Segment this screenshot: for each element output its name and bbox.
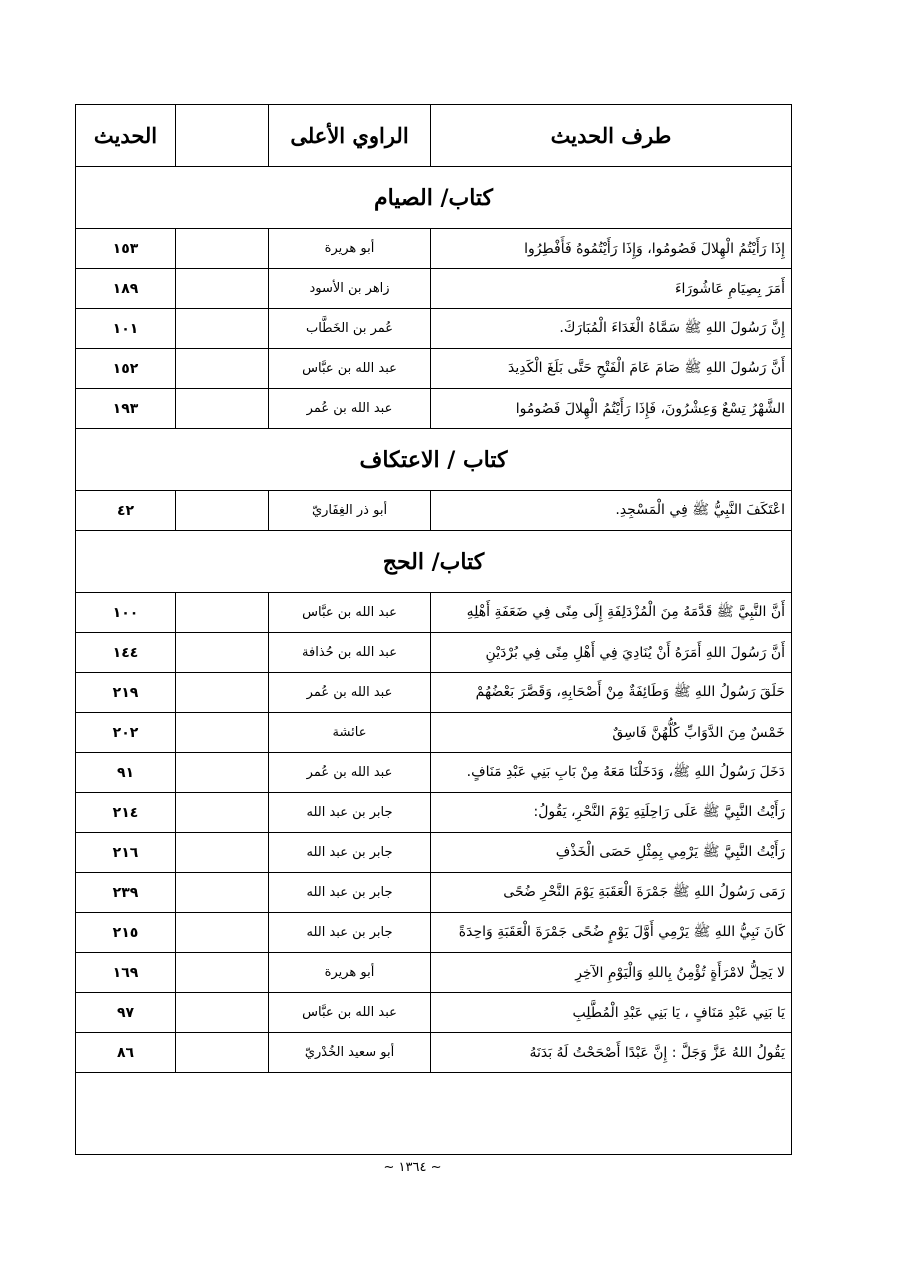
blank-cell <box>176 673 269 713</box>
narrator-cell: عبد الله بن عُمر <box>269 753 431 793</box>
table-row <box>76 269 792 309</box>
hadith-number-cell: ٢١٥ <box>76 913 176 953</box>
section-header-row <box>76 167 792 229</box>
blank-cell <box>176 713 269 753</box>
blank-cell <box>176 1033 269 1073</box>
blank-cell <box>176 389 269 429</box>
hadith-text-cell: أَنَّ النَّبِيَّ ﷺ قَدَّمَهُ مِنَ الْمُزْدَلِفَةِ إِلَى مِنًى فِي ضَعَفَةِ أَهْلِهِ <box>431 593 792 633</box>
narrator-cell: عبد الله بن عبَّاس <box>269 349 431 389</box>
hadith-number-cell: ٤٢ <box>76 491 176 531</box>
section-title: كتاب/ الصيام <box>76 167 792 229</box>
header-hadith-text: طرف الحديث <box>431 105 792 167</box>
hadith-index-table <box>75 104 792 1155</box>
table-row <box>76 673 792 713</box>
table-row <box>76 753 792 793</box>
table-row <box>76 713 792 753</box>
hadith-text-cell: أَنَّ رَسُولَ اللهِ أَمَرَهُ أَنْ يُنَادِيَ فِي أَهْلِ مِنًى فِي بُرْدَيْنِ <box>431 633 792 673</box>
hadith-text-cell: حَلَقَ رَسُولُ اللهِ ﷺ وَطَائِفَةٌ مِنْ أَصْحَابِهِ، وَقَصَّرَ بَعْضُهُمْ <box>431 673 792 713</box>
table-row <box>76 309 792 349</box>
section-title: كتاب/ الحج <box>76 531 792 593</box>
hadith-number-cell: ٩٧ <box>76 993 176 1033</box>
hadith-number-cell: ١٦٩ <box>76 953 176 993</box>
narrator-cell: عبد الله بن عُمر <box>269 389 431 429</box>
narrator-cell: جابر بن عبد الله <box>269 833 431 873</box>
hadith-number-cell: ٢١٦ <box>76 833 176 873</box>
hadith-text-cell: خَمْسٌ مِنَ الدَّوَابِّ كُلُّهُنَّ فَاسِقٌ <box>431 713 792 753</box>
hadith-text-cell: يَا بَنِي عَبْدِ مَنَافٍ ، يَا بَنِي عَبْدِ الْمُطَّلِبِ <box>431 993 792 1033</box>
narrator-cell: جابر بن عبد الله <box>269 873 431 913</box>
hadith-text-cell: إِنَّ رَسُولَ اللهِ ﷺ سَمَّاهُ الْغَدَاءَ الْمُبَارَكَ. <box>431 309 792 349</box>
table-row <box>76 633 792 673</box>
blank-cell <box>176 993 269 1033</box>
empty-row <box>76 1073 792 1155</box>
table-row <box>76 953 792 993</box>
table-body <box>76 167 792 1155</box>
page-number: ~ ١٣٦٤ ~ <box>383 1160 442 1175</box>
blank-cell <box>176 833 269 873</box>
blank-cell <box>176 229 269 269</box>
table-row <box>76 491 792 531</box>
hadith-number-cell: ١٠٠ <box>76 593 176 633</box>
hadith-number-cell: ٨٦ <box>76 1033 176 1073</box>
narrator-cell: عبد الله بن عبَّاس <box>269 593 431 633</box>
hadith-text-cell: أَنَّ رَسُولَ اللهِ ﷺ صَامَ عَامَ الْفَتْحِ حَتَّى بَلَغَ الْكَدِيدَ <box>431 349 792 389</box>
table-row <box>76 993 792 1033</box>
blank-cell <box>176 913 269 953</box>
blank-cell <box>176 309 269 349</box>
hadith-number-cell: ٢٣٩ <box>76 873 176 913</box>
narrator-cell: أبو سعيد الخُدْريّ <box>269 1033 431 1073</box>
narrator-cell: عائشة <box>269 713 431 753</box>
blank-cell <box>176 633 269 673</box>
narrator-cell: جابر بن عبد الله <box>269 793 431 833</box>
hadith-number-cell: ١٠١ <box>76 309 176 349</box>
table-row <box>76 593 792 633</box>
table-row <box>76 833 792 873</box>
table-header-row <box>76 105 792 167</box>
hadith-text-cell: رَأَيْتُ النَّبِيَّ ﷺ عَلَى رَاحِلَتِهِ يَوْمَ النَّحْرِ، يَقُولُ: <box>431 793 792 833</box>
hadith-number-cell: ١٤٤ <box>76 633 176 673</box>
narrator-cell: أبو ذر الغِفَاريّ <box>269 491 431 531</box>
empty-cell <box>76 1073 792 1155</box>
table-row <box>76 793 792 833</box>
hadith-text-cell: لا يَحِلُّ لامْرَأَةٍ تُؤْمِنُ بِاللهِ وَالْيَوْمِ الآخِرِ <box>431 953 792 993</box>
blank-cell <box>176 593 269 633</box>
hadith-text-cell: اعْتَكَفَ النَّبِيُّ ﷺ فِي الْمَسْجِدِ. <box>431 491 792 531</box>
narrator-cell: زاهر بن الأسود <box>269 269 431 309</box>
blank-cell <box>176 873 269 913</box>
hadith-text-cell: رَأَيْتُ النَّبِيَّ ﷺ يَرْمِي بِمِثْلِ حَصَى الْخَذْفِ <box>431 833 792 873</box>
narrator-cell: أبو هريرة <box>269 229 431 269</box>
hadith-number-cell: ٩١ <box>76 753 176 793</box>
hadith-number-cell: ١٨٩ <box>76 269 176 309</box>
table-row <box>76 349 792 389</box>
narrator-cell: عُمر بن الخَطَّاب <box>269 309 431 349</box>
hadith-number-cell: ٢١٩ <box>76 673 176 713</box>
hadith-number-cell: ١٥٢ <box>76 349 176 389</box>
blank-cell <box>176 753 269 793</box>
table-row <box>76 913 792 953</box>
hadith-number-cell: ١٥٣ <box>76 229 176 269</box>
hadith-text-cell: أَمَرَ بِصِيَامِ عَاشُورَاءَ <box>431 269 792 309</box>
narrator-cell: أبو هريرة <box>269 953 431 993</box>
hadith-text-cell: إِذَا رَأَيْتُمُ الْهِلالَ فَصُومُوا، وَإِذَا رَأَيْتُمُوهُ فَأَفْطِرُوا <box>431 229 792 269</box>
blank-cell <box>176 349 269 389</box>
narrator-cell: عبد الله بن عبَّاس <box>269 993 431 1033</box>
hadith-text-cell: الشَّهْرُ تِسْعٌ وَعِشْرُونَ، فَإِذَا رَأَيْتُمُ الْهِلالَ فَصُومُوا <box>431 389 792 429</box>
header-narrator: الراوي الأعلى <box>269 105 431 167</box>
hadith-text-cell: كَانَ نَبِيُّ اللهِ ﷺ يَرْمِي أَوَّلَ يَوْمٍ ضُحًى جَمْرَةَ الْعَقَبَةِ وَاحِدَةً <box>431 913 792 953</box>
section-title: كتاب / الاعتكاف <box>76 429 792 491</box>
hadith-number-cell: ٢٠٢ <box>76 713 176 753</box>
narrator-cell: عبد الله بن حُذافة <box>269 633 431 673</box>
header-blank <box>176 105 269 167</box>
hadith-number-cell: ٢١٤ <box>76 793 176 833</box>
hadith-text-cell: دَخَلَ رَسُولُ اللهِ ﷺ، وَدَخَلْنَا مَعَهُ مِنْ بَابِ بَنِي عَبْدِ مَنَافٍ. <box>431 753 792 793</box>
section-header-row <box>76 531 792 593</box>
table-row <box>76 229 792 269</box>
narrator-cell: جابر بن عبد الله <box>269 913 431 953</box>
hadith-number-cell: ١٩٣ <box>76 389 176 429</box>
section-header-row <box>76 429 792 491</box>
table-row <box>76 873 792 913</box>
hadith-text-cell: يَقُولُ اللهُ عَزَّ وَجَلَّ : إِنَّ عَبْدًا أَصْحَحْتُ لَهُ بَدَنَهُ <box>431 1033 792 1073</box>
blank-cell <box>176 269 269 309</box>
table-row <box>76 389 792 429</box>
blank-cell <box>176 491 269 531</box>
header-hadith-number: الحديث <box>76 105 176 167</box>
table-row <box>76 1033 792 1073</box>
blank-cell <box>176 793 269 833</box>
narrator-cell: عبد الله بن عُمر <box>269 673 431 713</box>
blank-cell <box>176 953 269 993</box>
hadith-text-cell: رَمَى رَسُولُ اللهِ ﷺ جَمْرَةَ الْعَقَبَةِ يَوْمَ النَّحْرِ ضُحًى <box>431 873 792 913</box>
